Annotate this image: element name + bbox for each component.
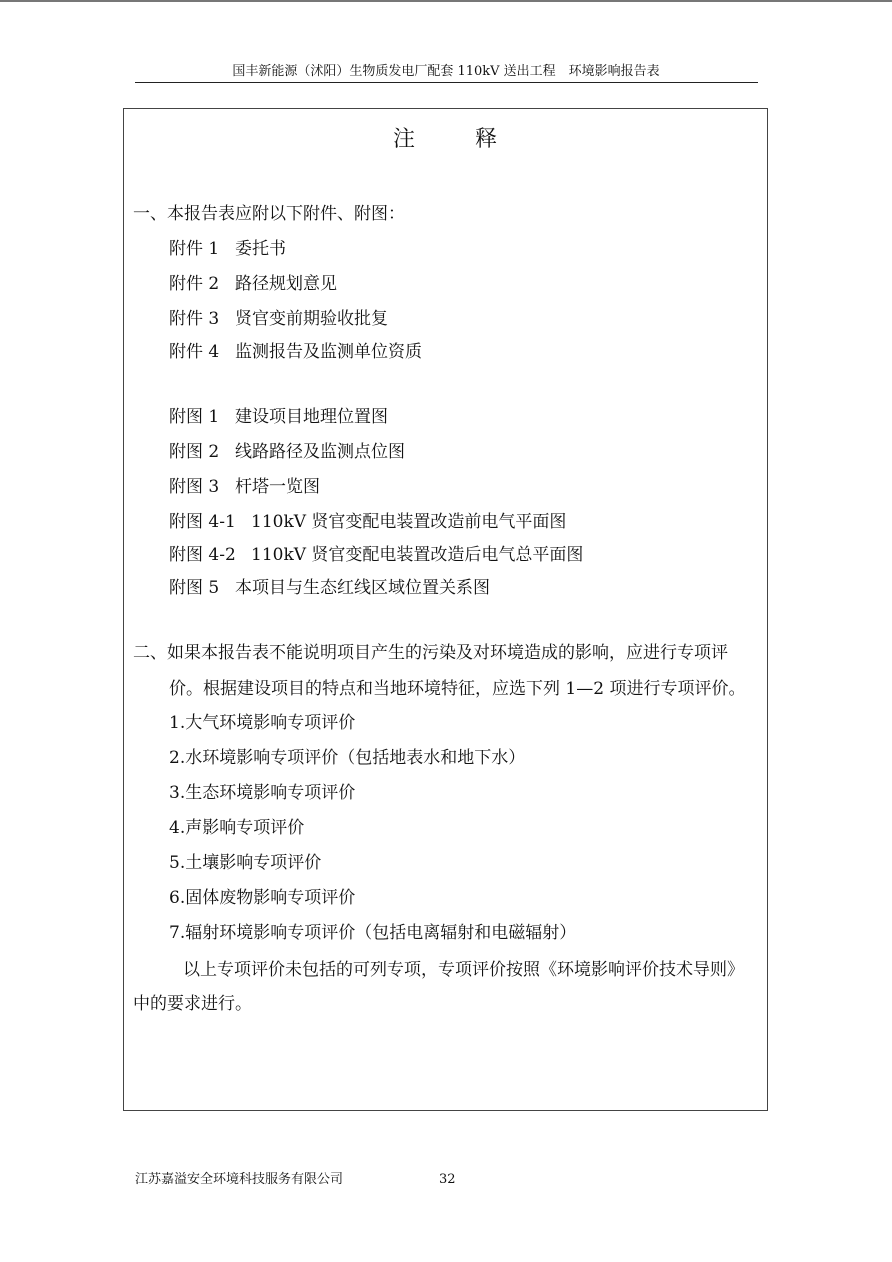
attachment-label: 附件 3 <box>169 309 220 329</box>
evaluation-item: 2.水环境影响专项评价（包括地表水和地下水） <box>169 748 526 768</box>
title-char-2: 释 <box>475 127 500 152</box>
closing-line-1: 以上专项评价未包括的可列专项，专项评价按照《环境影响评价技术导则》 <box>183 960 744 980</box>
figure-text: 杆塔一览图 <box>235 477 320 497</box>
figure-item <box>169 510 566 534</box>
section2-line-2: 价。根据建设项目的特点和当地环境特征，应选下列 1—2 项进行专项评价。 <box>169 679 746 699</box>
evaluation-item: 6.固体废物影响专项评价 <box>169 888 356 908</box>
figure-item <box>169 405 388 429</box>
section2-line-1: 二、如果本报告表不能说明项目产生的污染及对环境造成的影响，应进行专项评 <box>133 643 728 663</box>
figure-item <box>169 475 320 499</box>
top-border <box>0 0 892 2</box>
figure-text: 110kV 贤官变配电装置改造前电气平面图 <box>251 512 567 532</box>
figure-text: 线路路径及监测点位图 <box>235 442 405 462</box>
figure-item <box>169 576 490 600</box>
figure-label: 附图 4-2 <box>169 545 236 565</box>
figure-label: 附图 5 <box>169 578 220 598</box>
notes-title <box>0 125 892 155</box>
figure-text: 本项目与生态红线区域位置关系图 <box>235 578 490 598</box>
attachment-label: 附件 4 <box>169 342 220 362</box>
evaluation-item: 4.声影响专项评价 <box>169 818 305 838</box>
header-divider <box>135 82 758 83</box>
figure-item <box>169 440 405 464</box>
figure-text: 建设项目地理位置图 <box>235 407 388 427</box>
attachment-label: 附件 1 <box>169 239 220 259</box>
footer-page-number: 32 <box>439 1172 456 1187</box>
attachment-item <box>169 272 337 296</box>
evaluation-item: 5.土壤影响专项评价 <box>169 853 322 873</box>
evaluation-item: 7.辐射环境影响专项评价（包括电离辐射和电磁辐射） <box>169 923 577 943</box>
evaluation-item: 3.生态环境影响专项评价 <box>169 783 356 803</box>
figure-item <box>169 543 583 567</box>
section1-heading: 一、本报告表应附以下附件、附图： <box>133 204 405 224</box>
figure-label: 附图 3 <box>169 477 220 497</box>
closing-line-2: 中的要求进行。 <box>133 994 252 1014</box>
title-char-1: 注 <box>392 127 417 152</box>
figure-label: 附图 1 <box>169 407 220 427</box>
attachment-text: 贤官变前期验收批复 <box>235 309 388 329</box>
page-header: 国丰新能源（沭阳）生物质发电厂配套 110kV 送出工程 环境影响报告表 <box>232 64 660 79</box>
attachment-item <box>169 340 422 364</box>
footer-company: 江苏嘉溢安全环境科技服务有限公司 <box>135 1172 344 1187</box>
attachment-item <box>169 237 286 261</box>
evaluation-item: 1.大气环境影响专项评价 <box>169 713 356 733</box>
figure-text: 110kV 贤官变配电装置改造后电气总平面图 <box>251 545 584 565</box>
attachment-text: 监测报告及监测单位资质 <box>235 342 422 362</box>
attachment-label: 附件 2 <box>169 274 220 294</box>
attachment-text: 委托书 <box>235 239 286 259</box>
attachment-text: 路径规划意见 <box>235 274 337 294</box>
figure-label: 附图 4-1 <box>169 512 236 532</box>
attachment-item <box>169 307 388 331</box>
figure-label: 附图 2 <box>169 442 220 462</box>
